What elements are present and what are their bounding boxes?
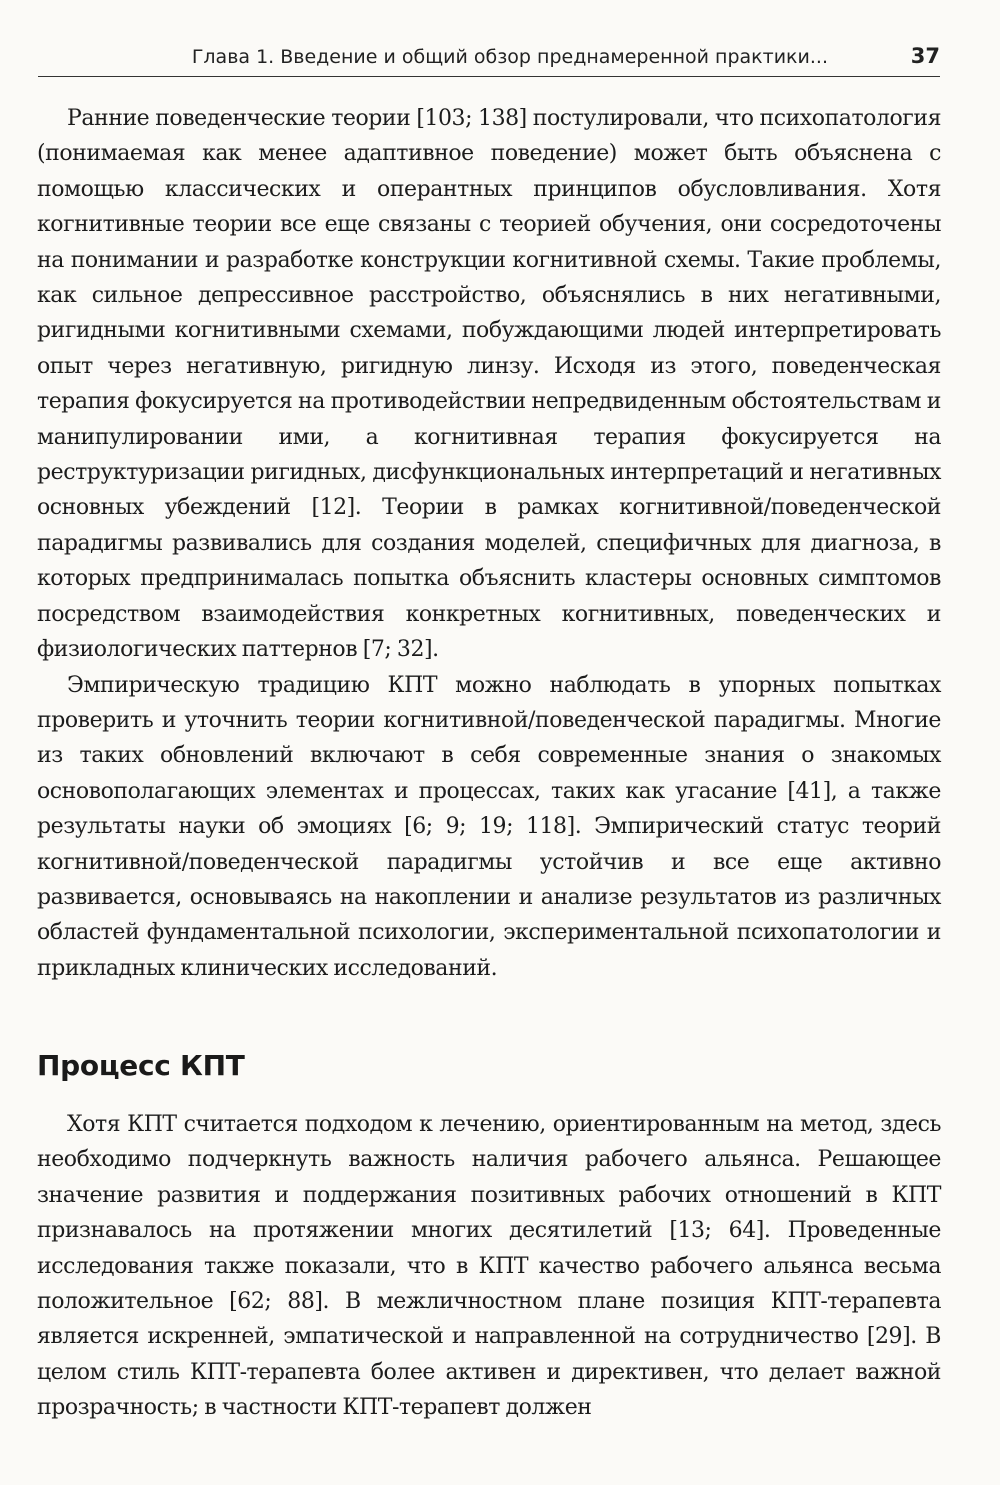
body-text-upper [37, 101, 941, 986]
header-rule [38, 76, 940, 77]
paragraph-behavioral-theories: Ранние поведенческие теории [103; 138] постулировали, что психопатология (понимаемая как менее адаптивное поведение) может быть объяснена с помощью классических и оперантных принципов обусловливания. Хотя когнитивные теории все еще связаны с теорией обучения, они сосредоточены на понимании и разработке конструкции когнитивной схемы. Такие проблемы, как сильное депрессивное расстройство, объяснялись в них негативными, ригидными когнитивными схемами, побуждающими людей интерпретировать опыт через негативную, ригидную линзу. Исходя из этого, поведенческая терапия фокусируется на противодействии непредвиденным обстоятельствам и манипулировании ими, а когнитивная терапия фокусируется на реструктуризации ригидных, дисфункциональных интерпретаций и негативных основных убеждений [12]. Теории в рамках когнитивной/поведенческой парадигмы развивались для создания моделей, специфичных для диагноза, в которых предпринималась попытка объяснить кластеры основных симптомов посредством взаимодействия конкретных когнитивных, поведенческих и физиологических паттернов [7; 32]. [37, 106, 941, 663]
paragraph-cbt-process: Хотя КПТ считается подходом к лечению, ориентированным на метод, здесь необходимо подчеркнуть важность наличия рабочего альянса. Решающее значение развития и поддержания позитивных рабочих отношений в КПТ признавалось на протяжении многих десятилетий [13; 64]. Проведенные исследования также показали, что в КПТ качество рабочего альянса весьма положительное [62; 88]. В межличностном плане позиция КПТ-терапевта является искренней, эмпатической и направленной на сотрудничество [29]. В целом стиль КПТ-терапевта более активен и директивен, что делает важной прозрачность; в частности КПТ-терапевт должен [37, 1112, 941, 1421]
section-heading: Процесс КПТ [37, 1049, 245, 1082]
paragraph-empirical-tradition: Эмпирическую традицию КПТ можно наблюдать в упорных попытках проверить и уточнить теории когнитивной/поведенческой парадигмы. Многие из таких обновлений включают в себя современные знания о знакомых основополагающих элементах и процессах, таких как угасание [41], а также результаты науки об эмоциях [6; 9; 19; 118]. Эмпирический статус теорий когнитивной/поведенческой парадигмы устойчив и все еще активно развивается, основываясь на накоплении и анализе результатов из различных областей фундаментальной психологии, экспериментальной психопатологии и прикладных клинических исследований. [37, 672, 941, 981]
running-head [38, 44, 940, 74]
body-text-lower [37, 1107, 941, 1426]
page-number: 37 [910, 44, 940, 68]
chapter-title: Глава 1. Введение и общий обзор преднамеренной практики... [191, 46, 828, 68]
